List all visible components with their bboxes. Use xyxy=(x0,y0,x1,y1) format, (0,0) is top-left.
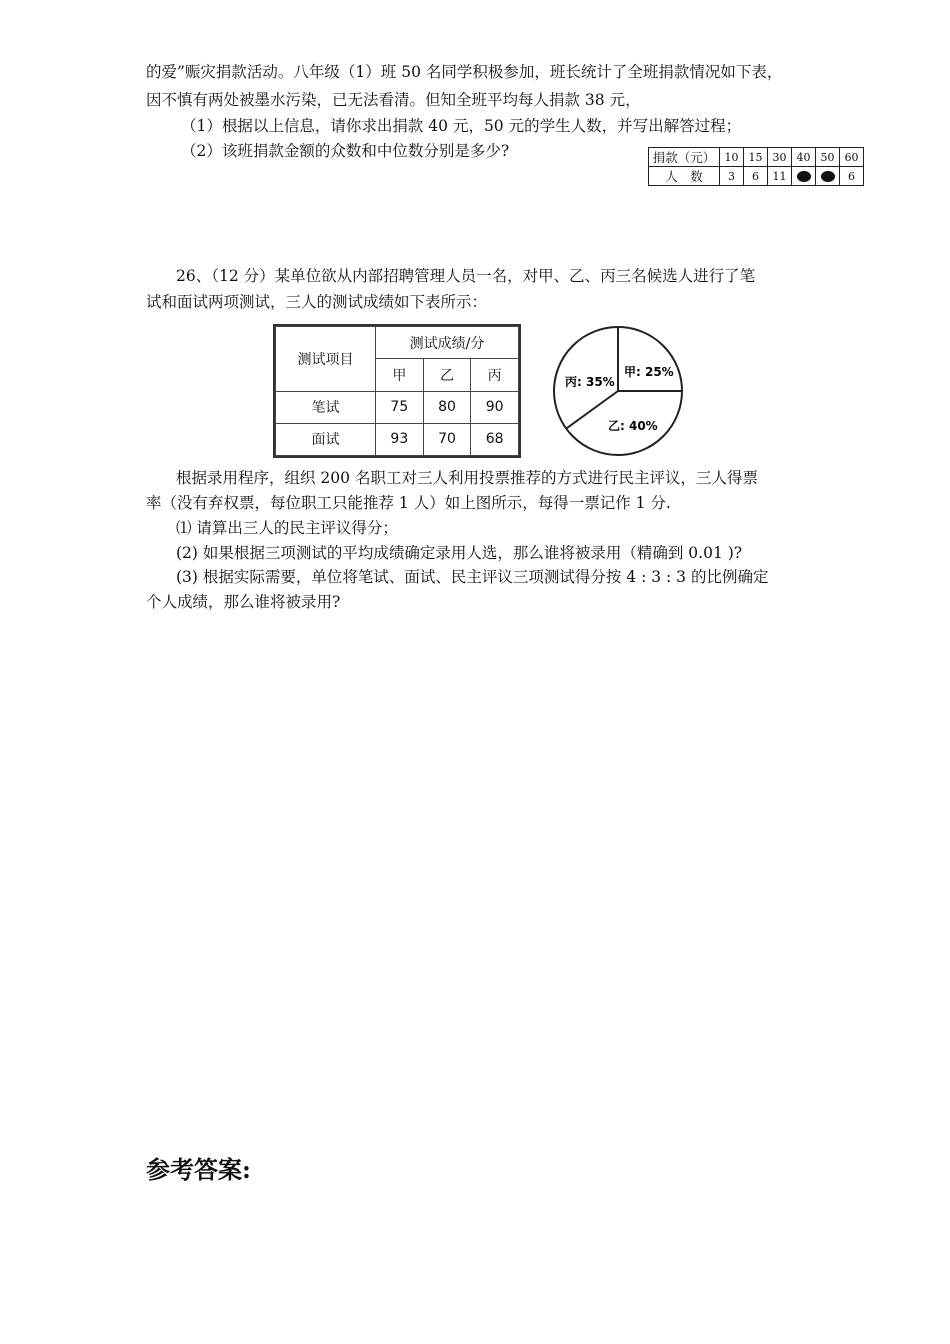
donation-amount-row xyxy=(649,148,864,167)
score-cell: 70 xyxy=(423,423,471,455)
donation-count-row xyxy=(649,167,864,186)
donation-amount-cell: 15 xyxy=(744,148,768,167)
pie-label-jia: 甲: 25% xyxy=(624,365,674,379)
q26-paragraph-line-2: 率（没有弃权票，每位职工只能推荐 1 人）如上图所示，每得一票记作 1 分. xyxy=(146,494,671,512)
donation-count-cell: 11 xyxy=(768,167,792,186)
candidate-header: 丙 xyxy=(471,359,519,391)
donation-count-cell: 6 xyxy=(840,167,864,186)
score-cell: 75 xyxy=(376,391,424,423)
score-row-label: 面试 xyxy=(276,423,376,455)
donation-table xyxy=(648,147,864,186)
q25-text-line-2: 因不慎有两处被墨水污染，已无法看清。但知全班平均每人捐款 38 元， xyxy=(146,91,641,109)
score-row xyxy=(276,423,519,455)
donation-amount-cell: 60 xyxy=(840,148,864,167)
candidate-header: 甲 xyxy=(376,359,424,391)
score-cell: 93 xyxy=(376,423,424,455)
donation-count-header: 人 数 xyxy=(649,167,720,186)
score-cell: 68 xyxy=(471,423,519,455)
donation-amount-cell: 10 xyxy=(720,148,744,167)
pie-label-yi: 乙: 40% xyxy=(608,419,658,433)
donation-count-cell: 3 xyxy=(720,167,744,186)
score-table-image xyxy=(273,324,521,458)
q25-subquestion-1: （1）根据以上信息，请你求出捐款 40 元，50 元的学生人数，并写出解答过程； xyxy=(181,117,742,135)
q26-paragraph-line-1: 根据录用程序，组织 200 名职工对三人利用投票推荐的方式进行民主评议，三人得票 xyxy=(176,469,758,487)
ink-blot-icon xyxy=(821,171,835,182)
q26-subquestion-1: ⑴ 请算出三人的民主评议得分； xyxy=(176,519,398,537)
ink-blot-cell xyxy=(816,167,840,186)
score-cell: 90 xyxy=(471,391,519,423)
q26-intro-line-2: 试和面试两项测试，三人的测试成绩如下表所示： xyxy=(146,293,488,311)
score-row xyxy=(276,391,519,423)
q25-text-line-1: 的爱”赈灾捐款活动。八年级（1）班 50 名同学积极参加，班长统计了全班捐款情况如下表， xyxy=(146,63,783,81)
score-table xyxy=(275,326,519,456)
answer-heading: 参考答案: xyxy=(146,1155,251,1184)
q26-intro-line-1: 26、（12 分）某单位欲从内部招聘管理人员一名，对甲、乙、丙三名候选人进行了笔 xyxy=(176,267,756,285)
ink-blot-icon xyxy=(797,171,811,182)
pie-label-bing: 丙: 35% xyxy=(565,375,615,389)
q26-subquestion-2: (2) 如果根据三项测试的平均成绩确定录用人选，那么谁将被录用（精确到 0.01 )? xyxy=(176,544,743,562)
q26-subquestion-3-cont: 个人成绩，那么谁将被录用? xyxy=(146,593,341,611)
donation-amount-header: 捐款（元） xyxy=(649,148,720,167)
donation-amount-cell: 30 xyxy=(768,148,792,167)
candidate-header: 乙 xyxy=(423,359,471,391)
donation-count-cell: 6 xyxy=(744,167,768,186)
donation-amount-cell: 40 xyxy=(792,148,816,167)
score-item-header: 测试项目 xyxy=(276,327,376,392)
ink-blot-cell xyxy=(792,167,816,186)
q26-subquestion-3: (3) 根据实际需要，单位将笔试、面试、民主评议三项测试得分按 4 : 3 : 3 的比例确定 xyxy=(176,568,769,586)
score-header: 测试成绩/分 xyxy=(376,327,519,359)
score-cell: 80 xyxy=(423,391,471,423)
q25-subquestion-2: （2）该班捐款金额的众数和中位数分别是多少? xyxy=(181,142,510,160)
donation-amount-cell: 50 xyxy=(816,148,840,167)
vote-pie-chart xyxy=(550,324,690,460)
score-row-label: 笔试 xyxy=(276,391,376,423)
